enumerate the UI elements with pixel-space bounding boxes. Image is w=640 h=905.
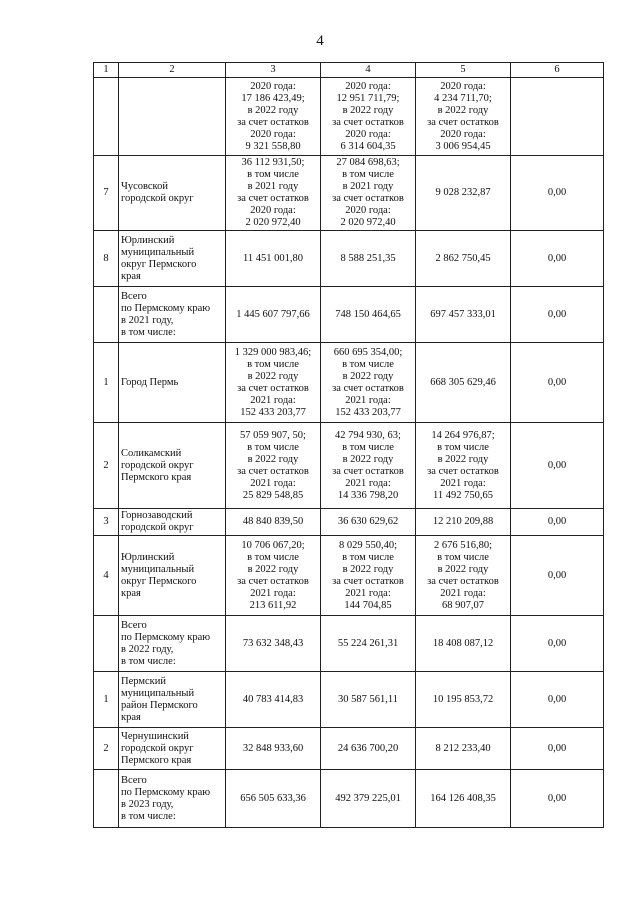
cell-line: городской округ bbox=[121, 193, 194, 204]
cell-line: в 2022 году bbox=[247, 453, 299, 465]
cell-line: 0,00 bbox=[547, 569, 567, 581]
cell-line: Чернушинский bbox=[121, 730, 189, 742]
cell-line: в 2022 году bbox=[342, 453, 394, 465]
cell-line: 2020 года: bbox=[345, 80, 391, 92]
cell-line: 48 840 839,50 bbox=[242, 516, 304, 527]
amount-regional-cell bbox=[321, 616, 416, 672]
row-number-cell: 3 bbox=[94, 509, 119, 536]
cell-line: 55 224 261,31 bbox=[337, 637, 399, 649]
table-row bbox=[94, 231, 604, 287]
cell-line: 10 706 067,20; bbox=[241, 539, 305, 551]
cell-line: 164 126 408,35 bbox=[430, 792, 496, 804]
amount-local-cell bbox=[416, 770, 511, 828]
amount-total-cell bbox=[226, 672, 321, 728]
amount-local-cell bbox=[416, 343, 511, 423]
amount-local-cell bbox=[416, 509, 511, 536]
cell-line: округ Пермского bbox=[121, 258, 197, 270]
table-row bbox=[94, 770, 604, 828]
amount-other-cell bbox=[511, 343, 604, 423]
cell-line: в том числе bbox=[247, 441, 299, 453]
cell-line: округ Пермского bbox=[121, 575, 197, 587]
cell-line: Всего bbox=[121, 290, 147, 302]
cell-line: 73 632 348,43 bbox=[242, 637, 304, 649]
cell-line: в том числе: bbox=[121, 326, 176, 338]
cell-line: Горнозаводский bbox=[121, 510, 193, 521]
cell-line: за счет остатков bbox=[237, 193, 309, 204]
cell-line: за счет остатков bbox=[332, 465, 404, 477]
cell-line: муниципальный bbox=[121, 687, 195, 699]
cell-line: 25 829 548,85 bbox=[242, 489, 304, 501]
table-row bbox=[94, 78, 604, 156]
cell-line: 144 704,85 bbox=[344, 599, 392, 611]
row-number-cell: 4 bbox=[94, 536, 119, 616]
cell-line: 2020 года: bbox=[250, 80, 296, 92]
amount-other-cell bbox=[511, 770, 604, 828]
cell-line: 2021 года: bbox=[250, 477, 296, 489]
cell-line: Пермского края bbox=[121, 471, 192, 483]
cell-line: в 2023 году, bbox=[121, 798, 174, 810]
table-row bbox=[94, 287, 604, 343]
cell-line: 2 676 516,80; bbox=[433, 539, 493, 551]
cell-line: городской округ bbox=[121, 742, 194, 754]
row-number-cell bbox=[94, 616, 119, 672]
cell-line: в 2021 году, bbox=[121, 314, 174, 326]
amount-local-cell bbox=[416, 287, 511, 343]
cell-line: 14 264 976,87; bbox=[431, 429, 495, 441]
amount-other-cell bbox=[511, 728, 604, 770]
amount-regional-cell bbox=[321, 672, 416, 728]
cell-line: в 2021 году bbox=[342, 181, 394, 192]
amount-total-cell bbox=[226, 509, 321, 536]
cell-line: 2 020 972,40 bbox=[245, 217, 301, 228]
cell-line: в том числе bbox=[437, 441, 489, 453]
amount-total-cell bbox=[226, 156, 321, 231]
amount-regional-cell bbox=[321, 423, 416, 509]
cell-line: в 2022 году bbox=[437, 563, 489, 575]
cell-line: 2 862 750,45 bbox=[435, 252, 491, 264]
row-number-cell: 2 bbox=[94, 423, 119, 509]
amount-local-cell bbox=[416, 728, 511, 770]
amount-total-cell bbox=[226, 287, 321, 343]
cell-line: 36 630 629,62 bbox=[337, 516, 399, 527]
cell-line: 213 611,92 bbox=[249, 599, 297, 611]
municipality-name-cell bbox=[119, 287, 226, 343]
cell-line: 4 234 711,70; bbox=[434, 92, 492, 104]
cell-line: 656 505 633,36 bbox=[240, 792, 306, 804]
cell-line: 9 028 232,87 bbox=[435, 187, 491, 198]
cell-line: за счет остатков bbox=[332, 116, 404, 128]
cell-line: в том числе bbox=[342, 551, 394, 563]
cell-line: 2020 года: bbox=[440, 80, 486, 92]
cell-line: 68 907,07 bbox=[442, 599, 484, 611]
cell-line: 152 433 203,77 bbox=[240, 406, 306, 418]
cell-line: 0,00 bbox=[547, 376, 567, 388]
cell-line: 57 059 907, 50; bbox=[240, 429, 306, 441]
cell-line: края bbox=[121, 587, 141, 599]
cell-line: 12 210 209,88 bbox=[432, 516, 494, 527]
cell-line: 8 588 251,35 bbox=[340, 252, 396, 264]
cell-line: в 2022 году bbox=[342, 370, 394, 382]
amount-other-cell bbox=[511, 287, 604, 343]
amount-total-cell bbox=[226, 231, 321, 287]
row-number-cell: 1 bbox=[94, 672, 119, 728]
row-number-cell: 1 bbox=[94, 343, 119, 423]
cell-line: 18 408 087,12 bbox=[432, 637, 494, 649]
column-header: 6 bbox=[511, 63, 604, 78]
cell-line: 2021 года: bbox=[345, 394, 391, 406]
row-number-cell: 8 bbox=[94, 231, 119, 287]
table-row bbox=[94, 616, 604, 672]
cell-line: края bbox=[121, 711, 141, 723]
amount-regional-cell bbox=[321, 287, 416, 343]
cell-line: 3 006 954,45 bbox=[435, 140, 491, 152]
municipality-name-cell bbox=[119, 616, 226, 672]
cell-line: 8 212 233,40 bbox=[435, 742, 491, 754]
cell-line: в 2022 году bbox=[437, 104, 489, 116]
cell-line: район Пермского bbox=[121, 699, 198, 711]
row-number-cell bbox=[94, 78, 119, 156]
amount-other-cell bbox=[511, 509, 604, 536]
cell-line: в том числе bbox=[247, 551, 299, 563]
cell-line: в том числе bbox=[342, 169, 394, 180]
cell-line: городской округ bbox=[121, 522, 194, 533]
table-row bbox=[94, 156, 604, 231]
cell-line: в 2022 году bbox=[342, 563, 394, 575]
column-header: 3 bbox=[226, 63, 321, 78]
cell-line: Чусовской bbox=[121, 181, 168, 192]
cell-line: 0,00 bbox=[547, 308, 567, 320]
cell-line: 8 029 550,40; bbox=[338, 539, 398, 551]
municipality-name-cell bbox=[119, 231, 226, 287]
cell-line: 0,00 bbox=[547, 742, 567, 754]
municipality-name-cell bbox=[119, 156, 226, 231]
cell-line: 2020 года: bbox=[250, 128, 296, 140]
cell-line: 1 329 000 983,46; bbox=[234, 346, 312, 358]
cell-line: в том числе bbox=[247, 169, 299, 180]
cell-line: 17 186 423,49; bbox=[241, 92, 305, 104]
table-row bbox=[94, 343, 604, 423]
cell-line: Пермского края bbox=[121, 754, 192, 766]
cell-line: 14 336 798,20 bbox=[337, 489, 399, 501]
cell-line: в 2022 году bbox=[437, 453, 489, 465]
cell-line: 24 636 700,20 bbox=[337, 742, 399, 754]
cell-line: по Пермскому краю bbox=[121, 786, 211, 798]
cell-line: в 2022 году bbox=[247, 370, 299, 382]
cell-line: за счет остатков bbox=[332, 575, 404, 587]
cell-line: в том числе bbox=[247, 358, 299, 370]
cell-line: 6 314 604,35 bbox=[340, 140, 396, 152]
amount-other-cell bbox=[511, 423, 604, 509]
cell-line: 36 112 931,50; bbox=[241, 157, 305, 168]
cell-line: в 2022 году bbox=[247, 563, 299, 575]
cell-line: по Пермскому краю bbox=[121, 631, 211, 643]
amount-local-cell bbox=[416, 536, 511, 616]
amount-regional-cell bbox=[321, 78, 416, 156]
amount-regional-cell bbox=[321, 770, 416, 828]
cell-line: Всего bbox=[121, 619, 147, 631]
cell-line: за счет остатков bbox=[237, 382, 309, 394]
cell-line: 27 084 698,63; bbox=[336, 157, 400, 168]
cell-line: 9 321 558,80 bbox=[245, 140, 301, 152]
amount-other-cell bbox=[511, 156, 604, 231]
cell-line: 660 695 354,00; bbox=[333, 346, 403, 358]
cell-line: 0,00 bbox=[547, 459, 567, 471]
page-number: 4 bbox=[316, 33, 324, 49]
cell-line: 2020 года: bbox=[345, 128, 391, 140]
cell-line: 152 433 203,77 bbox=[335, 406, 401, 418]
cell-line: 2021 года: bbox=[250, 394, 296, 406]
amount-regional-cell bbox=[321, 536, 416, 616]
amount-local-cell bbox=[416, 156, 511, 231]
cell-line: 2021 года: bbox=[440, 587, 486, 599]
cell-line: Пермский bbox=[121, 675, 166, 687]
cell-line: за счет остатков bbox=[427, 116, 499, 128]
row-number-cell: 7 bbox=[94, 156, 119, 231]
amount-regional-cell bbox=[321, 156, 416, 231]
cell-line: 2020 года: bbox=[250, 205, 296, 216]
amount-total-cell bbox=[226, 616, 321, 672]
cell-line: 748 150 464,65 bbox=[335, 308, 401, 320]
amount-local-cell bbox=[416, 672, 511, 728]
cell-line: за счет остатков bbox=[427, 465, 499, 477]
cell-line: 668 305 629,46 bbox=[430, 376, 496, 388]
cell-line: 2021 года: bbox=[345, 587, 391, 599]
amount-local-cell bbox=[416, 616, 511, 672]
table-row bbox=[94, 728, 604, 770]
cell-line: 11 451 001,80 bbox=[243, 252, 303, 264]
cell-line: Всего bbox=[121, 774, 147, 786]
cell-line: за счет остатков bbox=[237, 465, 309, 477]
amount-total-cell bbox=[226, 343, 321, 423]
column-header: 2 bbox=[119, 63, 226, 78]
cell-line: в том числе bbox=[342, 441, 394, 453]
amount-other-cell bbox=[511, 78, 604, 156]
cell-line: в 2022 году bbox=[247, 104, 299, 116]
amount-local-cell bbox=[416, 231, 511, 287]
cell-line: 42 794 930, 63; bbox=[335, 429, 401, 441]
municipality-name-cell bbox=[119, 536, 226, 616]
cell-line: городской округ bbox=[121, 459, 194, 471]
cell-line: 12 951 711,79; bbox=[336, 92, 400, 104]
cell-line: 492 379 225,01 bbox=[335, 792, 401, 804]
cell-line: 1 445 607 797,66 bbox=[236, 308, 310, 320]
cell-line: муниципальный bbox=[121, 563, 195, 575]
table-row bbox=[94, 509, 604, 536]
amount-total-cell bbox=[226, 78, 321, 156]
amount-local-cell bbox=[416, 78, 511, 156]
cell-line: за счет остатков bbox=[237, 116, 309, 128]
table-header-row bbox=[94, 63, 604, 78]
cell-line: в 2022 году bbox=[342, 104, 394, 116]
amount-total-cell bbox=[226, 536, 321, 616]
cell-line: за счет остатков bbox=[332, 382, 404, 394]
cell-line: 2020 года: bbox=[440, 128, 486, 140]
cell-line: 0,00 bbox=[547, 516, 567, 527]
cell-line: Юрлинский bbox=[121, 551, 175, 563]
amount-total-cell bbox=[226, 423, 321, 509]
cell-line: в том числе: bbox=[121, 655, 176, 667]
cell-line: в том числе bbox=[437, 551, 489, 563]
municipality-name-cell bbox=[119, 770, 226, 828]
amount-other-cell bbox=[511, 536, 604, 616]
table-row bbox=[94, 536, 604, 616]
municipality-name-cell bbox=[119, 728, 226, 770]
municipality-name-cell bbox=[119, 672, 226, 728]
cell-line: в том числе bbox=[342, 358, 394, 370]
cell-line: 0,00 bbox=[547, 693, 567, 705]
municipality-name-cell bbox=[119, 509, 226, 536]
cell-line: 2 020 972,40 bbox=[340, 217, 396, 228]
cell-line: за счет остатков bbox=[427, 575, 499, 587]
cell-line: 32 848 933,60 bbox=[242, 742, 304, 754]
cell-line: за счет остатков bbox=[332, 193, 404, 204]
cell-line: муниципальный bbox=[121, 246, 195, 258]
cell-line: 697 457 333,01 bbox=[430, 308, 496, 320]
cell-line: 11 492 750,65 bbox=[433, 489, 493, 501]
amount-other-cell bbox=[511, 672, 604, 728]
row-number-cell: 2 bbox=[94, 728, 119, 770]
cell-line: 2020 года: bbox=[345, 205, 391, 216]
cell-line: 30 587 561,11 bbox=[338, 693, 398, 705]
cell-line: Юрлинский bbox=[121, 234, 175, 246]
amount-regional-cell bbox=[321, 343, 416, 423]
municipality-name-cell bbox=[119, 423, 226, 509]
cell-line: в 2022 году, bbox=[121, 643, 174, 655]
row-number-cell bbox=[94, 287, 119, 343]
cell-line: 10 195 853,72 bbox=[432, 693, 494, 705]
amount-total-cell bbox=[226, 770, 321, 828]
cell-line: 40 783 414,83 bbox=[242, 693, 304, 705]
column-header: 4 bbox=[321, 63, 416, 78]
table-row bbox=[94, 672, 604, 728]
table-row bbox=[94, 423, 604, 509]
cell-line: 2021 года: bbox=[250, 587, 296, 599]
cell-line: 2021 года: bbox=[440, 477, 486, 489]
municipality-name-cell bbox=[119, 78, 226, 156]
row-number-cell bbox=[94, 770, 119, 828]
amount-total-cell bbox=[226, 728, 321, 770]
cell-line: 0,00 bbox=[547, 187, 567, 198]
cell-line: в том числе: bbox=[121, 810, 176, 822]
amount-local-cell bbox=[416, 423, 511, 509]
cell-line: 0,00 bbox=[547, 792, 567, 804]
cell-line: в 2021 году bbox=[247, 181, 299, 192]
column-header: 5 bbox=[416, 63, 511, 78]
cell-line: 0,00 bbox=[547, 252, 567, 264]
allocation-table bbox=[93, 62, 604, 828]
cell-line: за счет остатков bbox=[237, 575, 309, 587]
cell-line: края bbox=[121, 270, 141, 282]
municipality-name-cell bbox=[119, 343, 226, 423]
cell-line: по Пермскому краю bbox=[121, 302, 211, 314]
amount-other-cell bbox=[511, 616, 604, 672]
amount-regional-cell bbox=[321, 231, 416, 287]
column-header: 1 bbox=[94, 63, 119, 78]
amount-regional-cell bbox=[321, 728, 416, 770]
cell-line: Соликамский bbox=[121, 447, 182, 459]
cell-line: 0,00 bbox=[547, 637, 567, 649]
cell-line: Город Пермь bbox=[121, 376, 179, 388]
cell-line: 2021 года: bbox=[345, 477, 391, 489]
amount-other-cell bbox=[511, 231, 604, 287]
amount-regional-cell bbox=[321, 509, 416, 536]
